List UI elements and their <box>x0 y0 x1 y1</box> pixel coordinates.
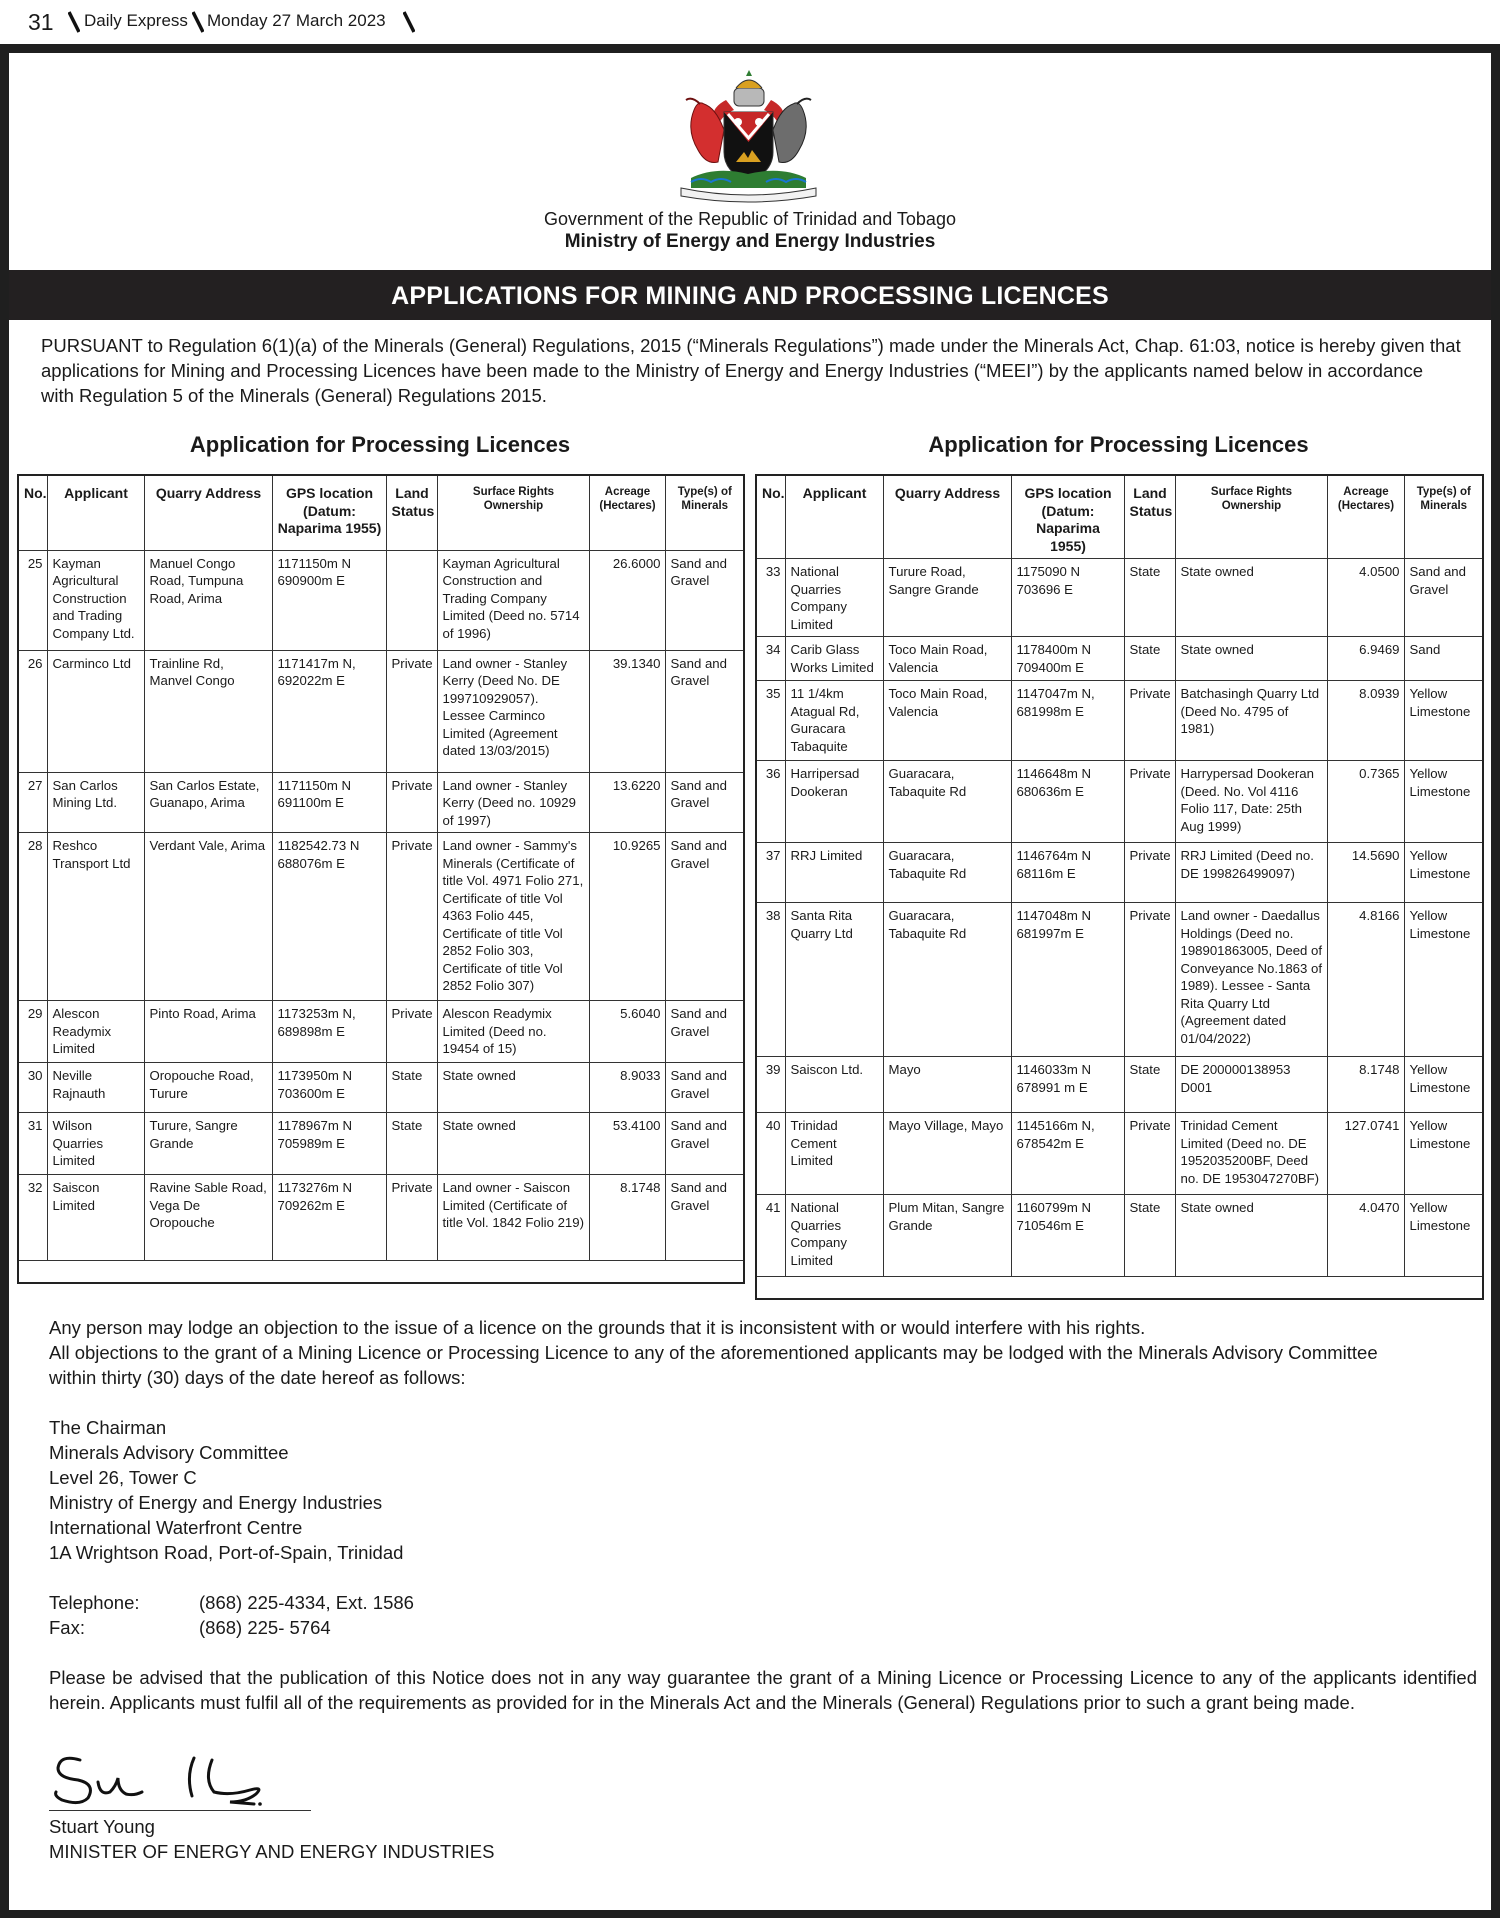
cell-gps-location: 1160799m N 710546m E <box>1011 1195 1124 1277</box>
table-footer-row <box>18 1261 744 1283</box>
table-row <box>18 1063 744 1113</box>
cell-quarry-address: Verdant Vale, Arima <box>144 833 272 1001</box>
cell-minerals: Yellow Limestone <box>1404 1195 1483 1277</box>
signature-line <box>49 1810 311 1811</box>
table-row <box>18 772 744 833</box>
cell-gps-location: 1182542.73 N 688076m E <box>272 833 386 1001</box>
telephone-number: (868) 225-4334, Ext. 1586 <box>199 1592 414 1613</box>
cell-land-status: Private <box>386 833 437 1001</box>
cell-surface-rights: Land owner - Daedallus Holdings (Deed no. 198901863005, Deed of Conveyance No.1863 of 1989). Lessee - Santa Rita Quarry Ltd (Agreement dated 01/04/2022) <box>1175 903 1327 1057</box>
cell-minerals: Yellow Limestone <box>1404 761 1483 843</box>
cell-surface-rights: RRJ Limited (Deed no. DE 199826499097) <box>1175 843 1327 903</box>
chairman-address <box>49 1415 749 1565</box>
table-row <box>756 1057 1483 1113</box>
page-number: 31 <box>28 9 54 35</box>
col-header-land-status: Land Status <box>1124 475 1175 559</box>
objection-procedure-text: All objections to the grant of a Mining Licence or Processing Licence to any of the aforementioned applicants may be lodged with the Minerals Advisory Committee within thirty (30) days of the date hereof as follows: <box>49 1342 1378 1388</box>
cell-gps-location: 1175090 N 703696 E <box>1011 559 1124 637</box>
cell-applicant: Saiscon Ltd. <box>785 1057 883 1113</box>
publication-date: Monday 27 March 2023 <box>207 11 386 30</box>
handwritten-signature-icon <box>50 1752 310 1810</box>
cell-surface-rights: State owned <box>437 1113 589 1175</box>
cell-surface-rights: DE 200000138953 D001 <box>1175 1057 1327 1113</box>
cell-minerals: Yellow Limestone <box>1404 843 1483 903</box>
table-row <box>756 1113 1483 1195</box>
cell-no: 29 <box>18 1001 47 1063</box>
col-header-surface-rights: Surface Rights Ownership <box>1175 475 1327 559</box>
cell-surface-rights: Kayman Agricultural Construction and Trading Company Limited (Deed no. 5714 of 1996) <box>437 550 589 650</box>
cell-gps-location: 1173253m N, 689898m E <box>272 1001 386 1063</box>
cell-minerals: Sand and Gravel <box>665 1063 744 1113</box>
table-row <box>18 1175 744 1261</box>
table-row <box>756 843 1483 903</box>
address-line: 1A Wrightson Road, Port-of-Spain, Trinidad <box>49 1542 404 1563</box>
table-row <box>756 1195 1483 1277</box>
col-header-minerals: Type(s) of Minerals <box>1404 475 1483 559</box>
cell-gps-location: 1173276m N 709262m E <box>272 1175 386 1261</box>
cell-applicant: National Quarries Company Limited <box>785 559 883 637</box>
cell-acreage: 8.0939 <box>1327 681 1404 761</box>
cell-gps-location: 1145166m N, 678542m E <box>1011 1113 1124 1195</box>
cell-gps-location: 1178400m N 709400m E <box>1011 637 1124 681</box>
cell-no: 39 <box>756 1057 785 1113</box>
separator-slash-icon <box>192 11 204 33</box>
cell-no: 25 <box>18 550 47 650</box>
cell-quarry-address: Plum Mitan, Sangre Grande <box>883 1195 1011 1277</box>
cell-no: 30 <box>18 1063 47 1113</box>
cell-quarry-address: Trainline Rd, Manvel Congo <box>144 650 272 772</box>
telephone-label: Telephone: <box>49 1592 140 1613</box>
col-header-address: Quarry Address <box>144 475 272 550</box>
signatory-title: MINISTER OF ENERGY AND ENERGY INDUSTRIES <box>49 1841 495 1862</box>
cell-surface-rights: State owned <box>1175 1195 1327 1277</box>
cell-applicant: Carib Glass Works Limited <box>785 637 883 681</box>
cell-land-status: Private <box>386 650 437 772</box>
cell-applicant: Wilson Quarries Limited <box>47 1113 144 1175</box>
cell-land-status: Private <box>1124 843 1175 903</box>
cell-land-status: State <box>386 1063 437 1113</box>
table-row <box>18 650 744 772</box>
cell-gps-location: 1171150m N 691100m E <box>272 772 386 833</box>
cell-minerals: Sand and Gravel <box>1404 559 1483 637</box>
cell-applicant: National Quarries Company Limited <box>785 1195 883 1277</box>
col-header-minerals: Type(s) of Minerals <box>665 475 744 550</box>
cell-surface-rights: Alescon Readymix Limited (Deed no. 19454 of 15) <box>437 1001 589 1063</box>
cell-no: 33 <box>756 559 785 637</box>
cell-quarry-address: Guaracara, Tabaquite Rd <box>883 843 1011 903</box>
cell-no: 31 <box>18 1113 47 1175</box>
cell-gps-location: 1146764m N 68116m E <box>1011 843 1124 903</box>
cell-land-status: State <box>1124 1195 1175 1277</box>
empty-cell <box>756 1277 1483 1299</box>
cell-acreage: 13.6220 <box>589 772 665 833</box>
advisory-paragraph: Please be advised that the publication of this Notice does not in any way guarantee the grant of a Mining Licence or Processing Licence to any of the applicants identified herein. Applicants must fulfil all of the requirements as provided for in the Minerals Act and the Minerals (General) Regulations prior to such a grant being made. <box>49 1667 1477 1713</box>
table-row <box>18 833 744 1001</box>
cell-acreage: 14.5690 <box>1327 843 1404 903</box>
cell-land-status: Private <box>1124 681 1175 761</box>
masthead <box>0 0 1500 44</box>
cell-gps-location: 1146033m N 678991 m E <box>1011 1057 1124 1113</box>
cell-applicant: Alescon Readymix Limited <box>47 1001 144 1063</box>
table-row <box>756 637 1483 681</box>
empty-cell <box>18 1261 744 1283</box>
address-line: Minerals Advisory Committee <box>49 1442 289 1463</box>
cell-acreage: 39.1340 <box>589 650 665 772</box>
col-header-no: No. <box>18 475 47 550</box>
cell-minerals: Sand and Gravel <box>665 833 744 1001</box>
cell-no: 32 <box>18 1175 47 1261</box>
cell-no: 28 <box>18 833 47 1001</box>
cell-gps-location: 1171150m N 690900m E <box>272 550 386 650</box>
cell-minerals: Yellow Limestone <box>1404 681 1483 761</box>
address-line: Ministry of Energy and Energy Industries <box>49 1492 383 1513</box>
cell-gps-location: 1178967m N 705989m E <box>272 1113 386 1175</box>
cell-gps-location: 1146648m N 680636m E <box>1011 761 1124 843</box>
cell-land-status: State <box>386 1113 437 1175</box>
table-row <box>756 681 1483 761</box>
cell-applicant: Carminco Ltd <box>47 650 144 772</box>
address-line: The Chairman <box>49 1417 167 1438</box>
cell-gps-location: 1147047m N, 681998m E <box>1011 681 1124 761</box>
cell-applicant: Santa Rita Quarry Ltd <box>785 903 883 1057</box>
cell-minerals: Yellow Limestone <box>1404 1113 1483 1195</box>
cell-applicant: 11 1/4km Atagual Rd, Guracara Tabaquite <box>785 681 883 761</box>
cell-land-status: State <box>1124 637 1175 681</box>
cell-gps-location: 1147048m N 681997m E <box>1011 903 1124 1057</box>
cell-acreage: 4.0500 <box>1327 559 1404 637</box>
cell-no: 27 <box>18 772 47 833</box>
cell-minerals: Sand and Gravel <box>665 650 744 772</box>
right-table-title: Application for Processing Licences <box>928 432 1309 457</box>
left-table-body <box>18 550 744 1283</box>
cell-land-status: Private <box>1124 1113 1175 1195</box>
table-row <box>18 1001 744 1063</box>
cell-acreage: 4.0470 <box>1327 1195 1404 1277</box>
cell-acreage: 53.4100 <box>589 1113 665 1175</box>
cell-surface-rights: Land owner - Sammy's Minerals (Certificate of title Vol. 4971 Folio 271, Certificate of title Vol 4363 Folio 445, Certificate of title Vol 2852 Folio 303, Certificate of title Vol 2852 Folio 307) <box>437 833 589 1001</box>
cell-acreage: 26.6000 <box>589 550 665 650</box>
cell-no: 40 <box>756 1113 785 1195</box>
cell-no: 41 <box>756 1195 785 1277</box>
cell-acreage: 4.8166 <box>1327 903 1404 1057</box>
cell-no: 37 <box>756 843 785 903</box>
signatory-name: Stuart Young <box>49 1816 155 1837</box>
cell-quarry-address: Mayo <box>883 1057 1011 1113</box>
cell-quarry-address: Toco Main Road, Valencia <box>883 637 1011 681</box>
col-header-acreage: Acreage (Hectares) <box>1327 475 1404 559</box>
contact-block <box>49 1590 749 1640</box>
cell-applicant: San Carlos Mining Ltd. <box>47 772 144 833</box>
col-header-acreage: Acreage (Hectares) <box>589 475 665 550</box>
cell-no: 35 <box>756 681 785 761</box>
cell-land-status: Private <box>386 1175 437 1261</box>
cell-acreage: 10.9265 <box>589 833 665 1001</box>
right-licence-table <box>755 474 1484 1300</box>
separator-slash-icon <box>68 11 80 33</box>
col-header-gps: GPS location (Datum: Naparima 1955) <box>1011 475 1124 559</box>
cell-quarry-address: Manuel Congo Road, Tumpuna Road, Arima <box>144 550 272 650</box>
col-header-gps: GPS location (Datum: Naparima 1955) <box>272 475 386 550</box>
fax-number: (868) 225- 5764 <box>199 1617 331 1638</box>
cell-acreage: 8.1748 <box>589 1175 665 1261</box>
cell-surface-rights: State owned <box>1175 637 1327 681</box>
cell-acreage: 8.1748 <box>1327 1057 1404 1113</box>
cell-land-status: State <box>1124 559 1175 637</box>
cell-gps-location: 1173950m N 703600m E <box>272 1063 386 1113</box>
fax-label: Fax: <box>49 1617 85 1638</box>
cell-land-status: Private <box>1124 903 1175 1057</box>
cell-minerals: Sand <box>1404 637 1483 681</box>
objection-rights-text: Any person may lodge an objection to the issue of a licence on the grounds that it is inconsistent with or would interfere with his rights. <box>49 1317 1146 1338</box>
table-header-row <box>18 475 744 550</box>
cell-surface-rights: State owned <box>437 1063 589 1113</box>
table-footer-row <box>756 1277 1483 1299</box>
cell-minerals: Sand and Gravel <box>665 550 744 650</box>
cell-gps-location: 1171417m N, 692022m E <box>272 650 386 772</box>
cell-no: 38 <box>756 903 785 1057</box>
cell-land-status: Private <box>386 1001 437 1063</box>
cell-surface-rights: Harrypersad Dookeran (Deed. No. Vol 4116 Folio 117, Date: 25th Aug 1999) <box>1175 761 1327 843</box>
address-line: International Waterfront Centre <box>49 1517 303 1538</box>
government-name: Government of the Republic of Trinidad and Tobago <box>544 209 956 229</box>
publication-name: Daily Express <box>84 11 188 30</box>
cell-quarry-address: Toco Main Road, Valencia <box>883 681 1011 761</box>
cell-quarry-address: San Carlos Estate, Guanapo, Arima <box>144 772 272 833</box>
cell-surface-rights: Land owner - Stanley Kerry (Deed no. 10929 of 1997) <box>437 772 589 833</box>
table-row <box>756 559 1483 637</box>
cell-surface-rights: Land owner - Stanley Kerry (Deed No. DE 199710929057). Lessee Carminco Limited (Agreement dated 13/03/2015) <box>437 650 589 772</box>
cell-minerals: Yellow Limestone <box>1404 903 1483 1057</box>
cell-land-status: State <box>1124 1057 1175 1113</box>
cell-acreage: 5.6040 <box>589 1001 665 1063</box>
table-row <box>18 550 744 650</box>
ministry-name: Ministry of Energy and Energy Industries <box>564 231 936 252</box>
cell-applicant: Reshco Transport Ltd <box>47 833 144 1001</box>
cell-applicant: RRJ Limited <box>785 843 883 903</box>
cell-minerals: Sand and Gravel <box>665 1175 744 1261</box>
cell-quarry-address: Guaracara, Tabaquite Rd <box>883 903 1011 1057</box>
col-header-no: No. <box>756 475 785 559</box>
cell-surface-rights: Batchasingh Quarry Ltd (Deed No. 4795 of 1981) <box>1175 681 1327 761</box>
coat-of-arms-icon <box>676 70 821 205</box>
cell-minerals: Sand and Gravel <box>665 1113 744 1175</box>
cell-minerals: Sand and Gravel <box>665 772 744 833</box>
cell-applicant: Harripersad Dookeran <box>785 761 883 843</box>
cell-acreage: 6.9469 <box>1327 637 1404 681</box>
cell-applicant: Saiscon Limited <box>47 1175 144 1261</box>
cell-quarry-address: Oropouche Road, Turure <box>144 1063 272 1113</box>
address-line: Level 26, Tower C <box>49 1467 197 1488</box>
cell-applicant: Trinidad Cement Limited <box>785 1113 883 1195</box>
cell-quarry-address: Mayo Village, Mayo <box>883 1113 1011 1195</box>
cell-quarry-address: Pinto Road, Arima <box>144 1001 272 1063</box>
col-header-surface-rights: Surface Rights Ownership <box>437 475 589 550</box>
table-row <box>18 1113 744 1175</box>
cell-no: 26 <box>18 650 47 772</box>
left-licence-table <box>17 474 745 1284</box>
cell-no: 36 <box>756 761 785 843</box>
cell-surface-rights: State owned <box>1175 559 1327 637</box>
table-header-row <box>756 475 1483 559</box>
right-table-body <box>756 559 1483 1299</box>
cell-quarry-address: Guaracara, Tabaquite Rd <box>883 761 1011 843</box>
separator-slash-icon <box>403 11 415 33</box>
col-header-applicant: Applicant <box>785 475 883 559</box>
table-row <box>756 903 1483 1057</box>
col-header-applicant: Applicant <box>47 475 144 550</box>
cell-applicant: Neville Rajnauth <box>47 1063 144 1113</box>
cell-surface-rights: Trinidad Cement Limited (Deed no. DE 1952035200BF, Deed no. DE 1953047270BF) <box>1175 1113 1327 1195</box>
intro-paragraph: PURSUANT to Regulation 6(1)(a) of the Minerals (General) Regulations, 2015 (“Minerals Regulations”) made under the Minerals Act, Chap. 61:03, notice is hereby given that applications for Mining and Processing Licences have been made to the Ministry of Energy and Energy Industries (“MEEI”) by the applicants named below in accordance with Regulation 5 of the Minerals (General) Regulations 2015. <box>41 335 1461 406</box>
cell-quarry-address: Turure, Sangre Grande <box>144 1113 272 1175</box>
cell-acreage: 127.0741 <box>1327 1113 1404 1195</box>
left-table-title: Application for Processing Licences <box>189 432 571 457</box>
table-row <box>756 761 1483 843</box>
col-header-address: Quarry Address <box>883 475 1011 559</box>
cell-land-status <box>386 550 437 650</box>
notice-title: APPLICATIONS FOR MINING AND PROCESSING LICENCES <box>9 270 1491 320</box>
cell-minerals: Sand and Gravel <box>665 1001 744 1063</box>
cell-land-status: Private <box>1124 761 1175 843</box>
cell-acreage: 0.7365 <box>1327 761 1404 843</box>
cell-quarry-address: Ravine Sable Road, Vega De Oropouche <box>144 1175 272 1261</box>
cell-applicant: Kayman Agricultural Construction and Trading Company Ltd. <box>47 550 144 650</box>
cell-no: 34 <box>756 637 785 681</box>
col-header-land-status: Land Status <box>386 475 437 550</box>
cell-acreage: 8.9033 <box>589 1063 665 1113</box>
cell-minerals: Yellow Limestone <box>1404 1057 1483 1113</box>
cell-quarry-address: Turure Road, Sangre Grande <box>883 559 1011 637</box>
cell-land-status: Private <box>386 772 437 833</box>
cell-surface-rights: Land owner - Saiscon Limited (Certificate of title Vol. 1842 Folio 219) <box>437 1175 589 1261</box>
